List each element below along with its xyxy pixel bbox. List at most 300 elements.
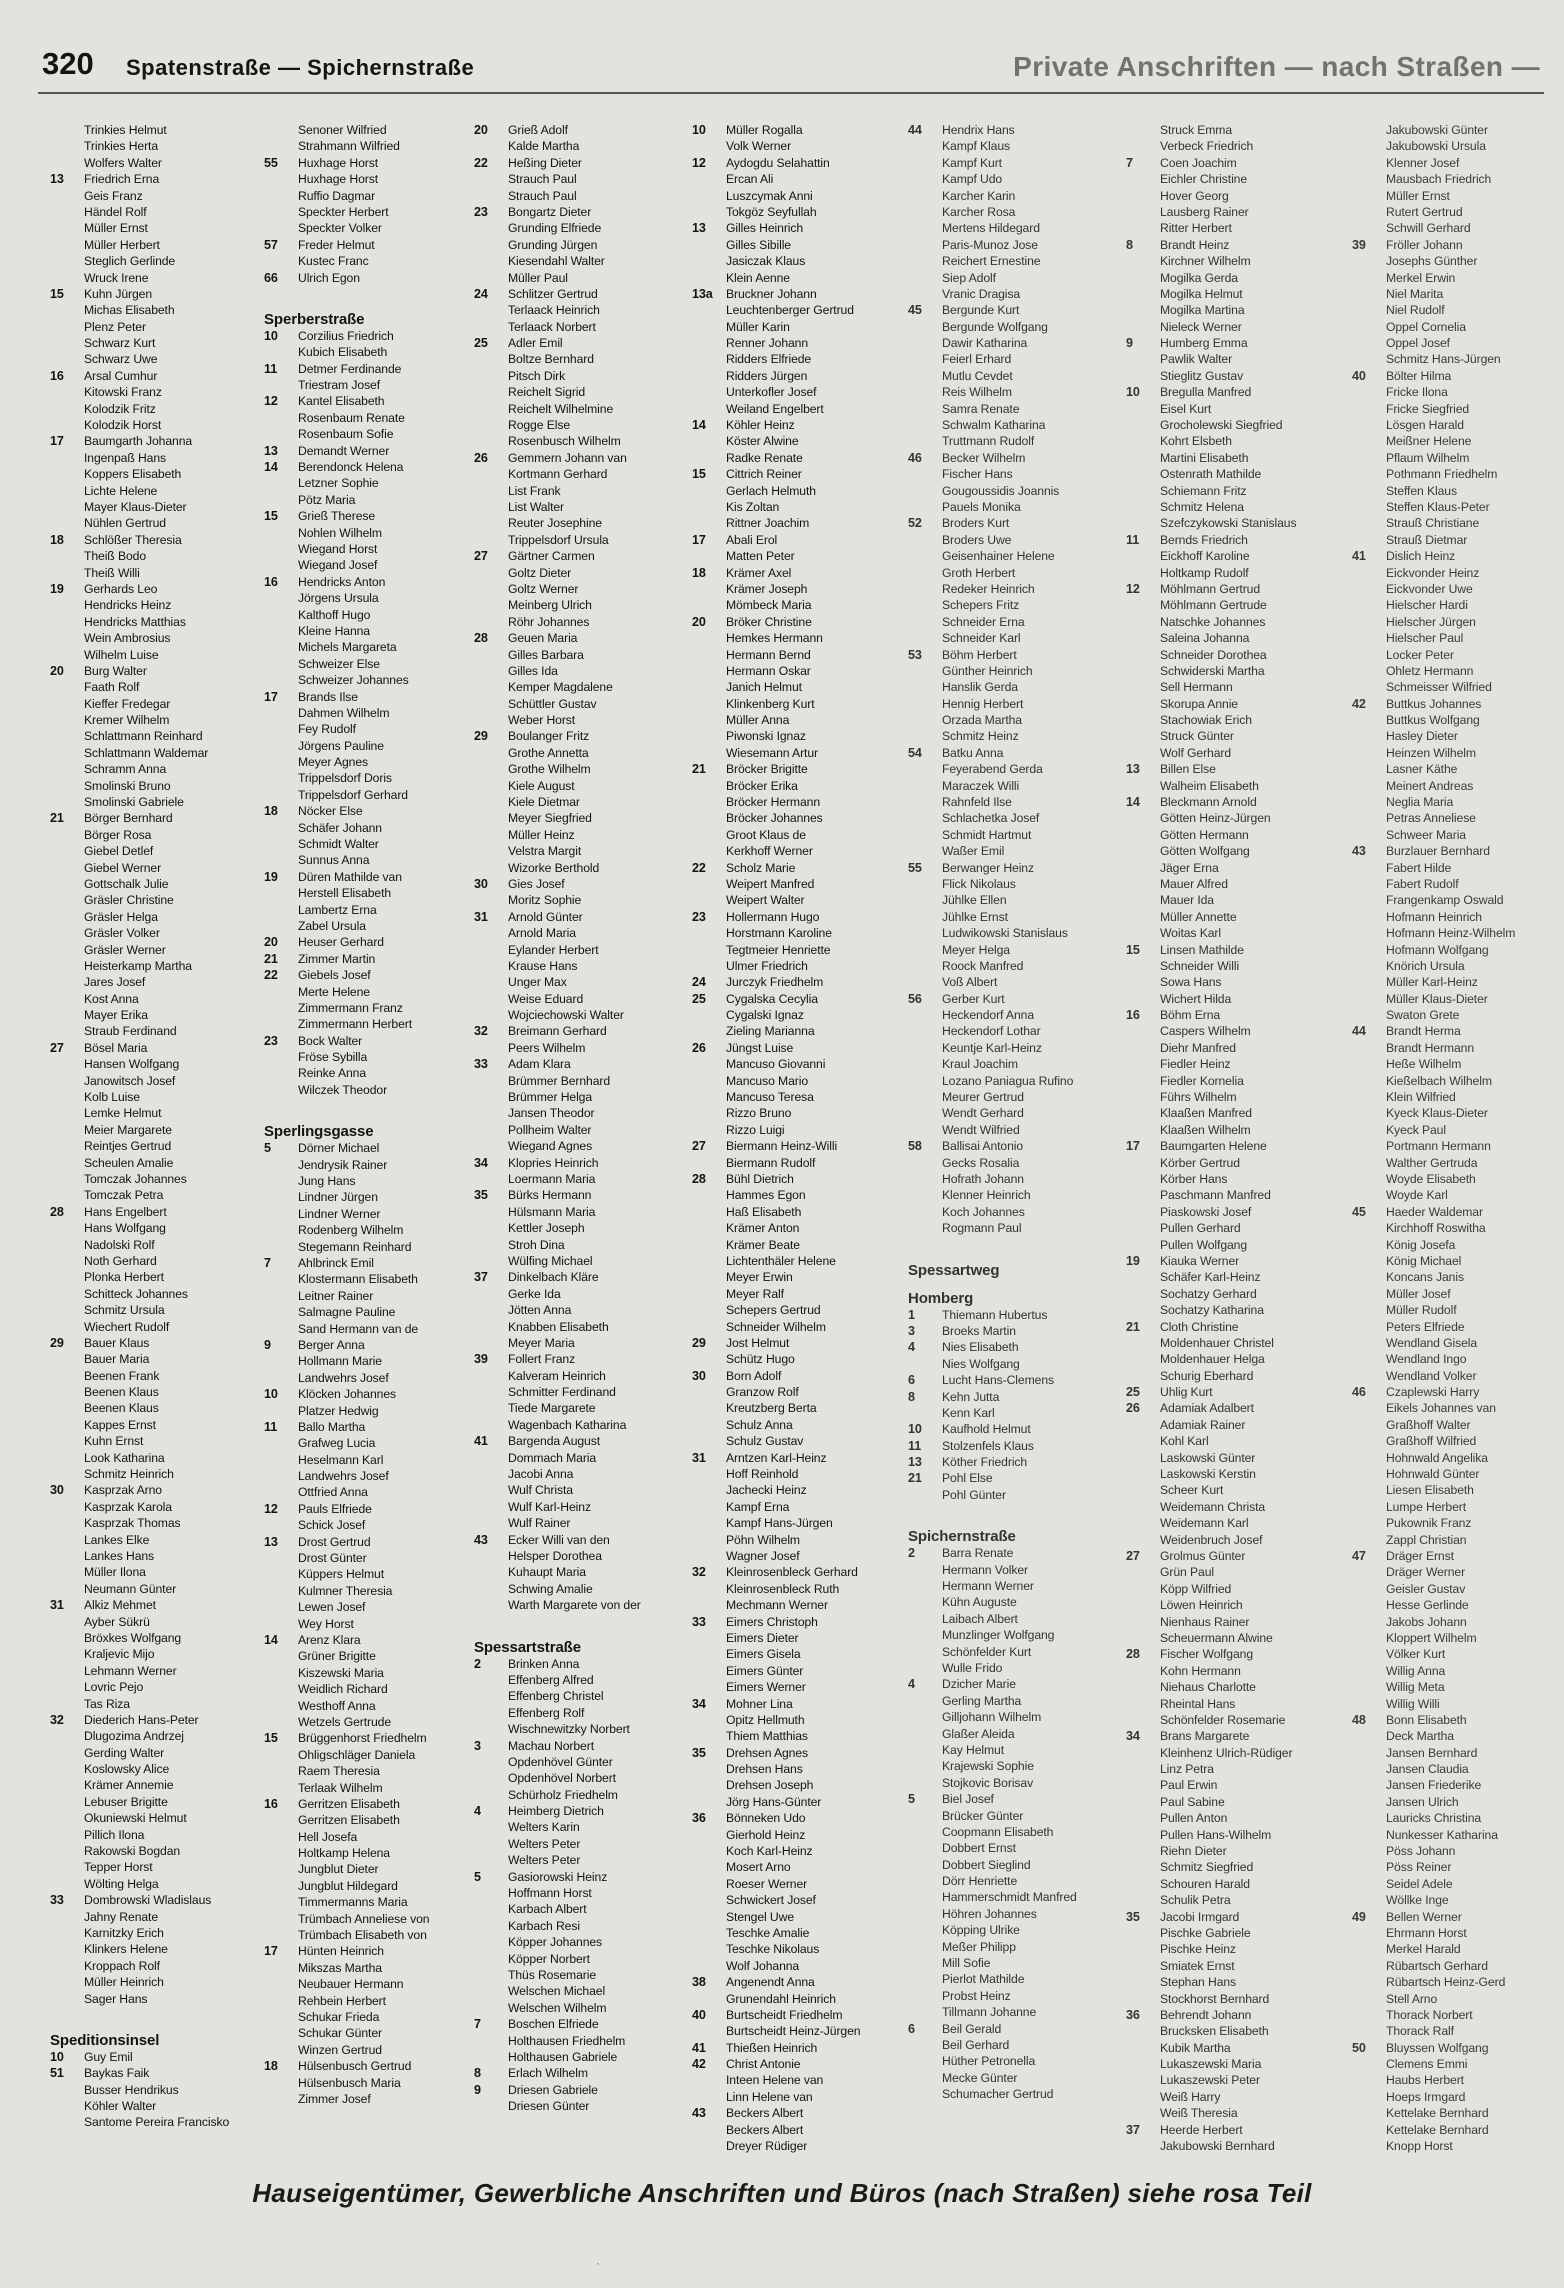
resident-entry xyxy=(264,967,476,983)
header-rule xyxy=(38,92,1544,94)
resident-name: Rehbein Herbert xyxy=(298,1993,386,2008)
resident-name: Möhlmann Gertrude xyxy=(1160,598,1267,613)
resident-name: Kraljevic Mijo xyxy=(84,1647,155,1662)
resident-name: Gerritzen Elisabeth xyxy=(298,1796,400,1811)
resident-name: Schäfer Karl-Heinz xyxy=(1160,1270,1261,1285)
resident-name: Schepers Fritz xyxy=(942,598,1020,613)
house-number: 14 xyxy=(1126,795,1140,810)
resident-name: Neubauer Hermann xyxy=(298,1977,404,1992)
resident-name: Merkel Harald xyxy=(1386,1942,1461,1957)
resident-entry xyxy=(474,1351,686,1367)
resident-entry xyxy=(692,1827,904,1843)
resident-name: Schiemann Fritz xyxy=(1160,483,1247,498)
resident-entry xyxy=(692,220,904,236)
resident-name: Raem Theresia xyxy=(298,1764,380,1779)
resident-entry xyxy=(264,1304,476,1320)
resident-entry xyxy=(50,1564,262,1580)
resident-name: Koslowsky Alice xyxy=(84,1762,170,1777)
resident-name: Wöllke Inge xyxy=(1386,1893,1449,1908)
resident-entry xyxy=(908,1906,1120,1922)
resident-name: Rahnfeld Ilse xyxy=(942,795,1012,810)
house-number: 28 xyxy=(50,1204,64,1219)
resident-name: Gilles Ida xyxy=(508,663,558,678)
resident-name: Gräsler Werner xyxy=(84,942,166,957)
spacer xyxy=(474,1614,686,1628)
resident-entry xyxy=(474,1705,686,1721)
resident-name: Roock Manfred xyxy=(942,958,1024,973)
resident-name: Czaplewski Harry xyxy=(1386,1385,1480,1400)
resident-entry xyxy=(1126,1237,1338,1253)
resident-name: Mogilka Helmut xyxy=(1160,286,1243,301)
resident-name: Pöhn Wilhelm xyxy=(726,1532,800,1547)
resident-name: Haeder Waldemar xyxy=(1386,1204,1483,1219)
resident-name: Cloth Christine xyxy=(1160,1319,1239,1334)
resident-entry xyxy=(50,155,262,171)
resident-entry xyxy=(264,1894,476,1910)
resident-name: Tiede Margarete xyxy=(508,1401,596,1416)
resident-entry xyxy=(264,1878,476,1894)
house-number: 16 xyxy=(50,368,64,383)
resident-entry xyxy=(908,286,1120,302)
resident-entry xyxy=(50,810,262,826)
resident-name: Saleina Johanna xyxy=(1160,631,1250,646)
house-number: 17 xyxy=(1126,1139,1140,1154)
resident-name: Rogge Else xyxy=(508,418,571,433)
resident-entry xyxy=(50,745,262,761)
resident-entry xyxy=(692,1548,904,1564)
resident-name: Thüs Rosemarie xyxy=(508,1967,597,1982)
resident-entry xyxy=(1352,581,1564,597)
house-number: 8 xyxy=(1126,237,1133,252)
resident-entry xyxy=(1126,1253,1338,1269)
resident-name: Weiland Engelbert xyxy=(726,401,824,416)
resident-name: Lichte Helene xyxy=(84,483,158,498)
resident-entry xyxy=(264,1714,476,1730)
resident-name: Löwen Heinrich xyxy=(1160,1598,1243,1613)
resident-entry xyxy=(264,1861,476,1877)
resident-entry xyxy=(1126,1564,1338,1580)
resident-name: Trippelsdorf Doris xyxy=(298,771,392,786)
house-number: 10 xyxy=(1126,385,1140,400)
resident-name: Jötten Anna xyxy=(508,1303,572,1318)
resident-entry xyxy=(50,368,262,384)
resident-entry xyxy=(1352,991,1564,1007)
resident-name: Kieffer Fredegar xyxy=(84,696,171,711)
resident-name: Jahny Renate xyxy=(84,1909,159,1924)
resident-name: Fiedler Kornelia xyxy=(1160,1073,1244,1088)
resident-name: Nienhaus Rainer xyxy=(1160,1614,1250,1629)
resident-name: Lehmann Werner xyxy=(84,1663,177,1678)
resident-entry xyxy=(474,1187,686,1203)
house-number: 15 xyxy=(50,286,64,301)
resident-entry xyxy=(692,1859,904,1875)
resident-entry xyxy=(264,508,476,524)
resident-name: Wiegand Josef xyxy=(298,558,378,573)
resident-entry xyxy=(264,1501,476,1517)
resident-name: Stieglitz Gustav xyxy=(1160,368,1244,383)
resident-entry xyxy=(1126,1679,1338,1695)
resident-name: Jansen Theodor xyxy=(508,1106,595,1121)
resident-name: Koppers Elisabeth xyxy=(84,467,182,482)
resident-entry xyxy=(1352,1384,1564,1400)
resident-entry xyxy=(908,565,1120,581)
house-number: 27 xyxy=(1126,1548,1140,1563)
resident-name: Rakowski Bogdan xyxy=(84,1844,181,1859)
resident-name: Müller Ernst xyxy=(84,221,148,236)
resident-entry xyxy=(1126,1302,1338,1318)
resident-name: Reinke Anna xyxy=(298,1066,367,1081)
resident-entry xyxy=(50,909,262,925)
resident-entry xyxy=(1352,1040,1564,1056)
resident-name: Kraul Joachim xyxy=(942,1057,1018,1072)
resident-name: Kettelake Bernhard xyxy=(1386,2106,1489,2121)
resident-name: Gilles Heinrich xyxy=(726,221,804,236)
resident-entry xyxy=(474,1056,686,1072)
resident-entry xyxy=(474,1302,686,1318)
resident-name: Helsper Dorothea xyxy=(508,1548,602,1563)
house-number: 9 xyxy=(474,2082,481,2097)
resident-entry xyxy=(1352,1597,1564,1613)
resident-name: Grolmus Günter xyxy=(1160,1548,1246,1563)
resident-entry xyxy=(692,696,904,712)
resident-name: Speckter Volker xyxy=(298,221,382,236)
resident-name: Steffen Klaus-Peter xyxy=(1386,499,1490,514)
resident-entry xyxy=(264,1000,476,1016)
resident-name: Grocholewski Siegfried xyxy=(1160,418,1283,433)
resident-name: Müller Ernst xyxy=(1386,188,1450,203)
resident-entry xyxy=(1352,1450,1564,1466)
resident-entry xyxy=(474,302,686,318)
resident-name: Hünten Heinrich xyxy=(298,1944,384,1959)
resident-name: Swaton Grete xyxy=(1386,1008,1460,1023)
resident-name: Mancuso Giovanni xyxy=(726,1057,826,1072)
resident-entry xyxy=(1352,1532,1564,1548)
resident-name: Pötz Maria xyxy=(298,492,356,507)
resident-name: Jacobi Irmgard xyxy=(1160,1909,1240,1924)
resident-entry xyxy=(264,270,476,286)
resident-name: Eimers Gisela xyxy=(726,1647,801,1662)
resident-name: Deck Martha xyxy=(1386,1729,1454,1744)
resident-entry xyxy=(908,1454,1120,1470)
resident-entry xyxy=(908,843,1120,859)
resident-name: Dombrowski Wladislaus xyxy=(84,1893,212,1908)
house-number: 36 xyxy=(1126,2007,1140,2022)
resident-name: Drost Gertrud xyxy=(298,1534,371,1549)
resident-entry xyxy=(474,1688,686,1704)
house-number: 9 xyxy=(264,1337,271,1352)
resident-name: Bauer Klaus xyxy=(84,1335,150,1350)
resident-name: Schlößer Theresia xyxy=(84,532,182,547)
resident-name: Dommach Maria xyxy=(508,1450,597,1465)
resident-entry xyxy=(1352,1400,1564,1416)
resident-entry xyxy=(50,843,262,859)
resident-name: Groot Klaus de xyxy=(726,827,806,842)
resident-name: Bürks Hermann xyxy=(508,1188,592,1203)
resident-entry xyxy=(50,1368,262,1384)
resident-name: Ulrich Egon xyxy=(298,270,360,285)
resident-name: Alkiz Mehmet xyxy=(84,1598,156,1613)
resident-entry xyxy=(474,1237,686,1253)
resident-entry xyxy=(1352,1958,1564,1974)
resident-entry xyxy=(1126,1728,1338,1744)
resident-entry xyxy=(908,827,1120,843)
resident-entry xyxy=(1352,663,1564,679)
resident-name: Pierlot Mathilde xyxy=(942,1972,1025,1987)
resident-entry xyxy=(50,1925,262,1941)
resident-entry xyxy=(50,614,262,630)
resident-name: Driesen Gabriele xyxy=(508,2082,598,2097)
resident-name: Triestram Josef xyxy=(298,378,381,393)
resident-name: Klein Aenne xyxy=(726,270,790,285)
resident-entry xyxy=(1352,1433,1564,1449)
resident-entry xyxy=(692,417,904,433)
resident-entry xyxy=(264,1082,476,1098)
resident-name: Niel Rudolf xyxy=(1386,303,1445,318)
resident-name: Detmer Ferdinande xyxy=(298,361,402,376)
resident-entry xyxy=(692,1991,904,2007)
resident-entry xyxy=(474,597,686,613)
resident-entry xyxy=(692,1122,904,1138)
resident-name: Hennig Herbert xyxy=(942,696,1024,711)
resident-entry xyxy=(1126,581,1338,597)
resident-name: Scheulen Amalie xyxy=(84,1155,174,1170)
resident-name: Heimberg Dietrich xyxy=(508,1804,604,1819)
resident-name: Keuntje Karl-Heinz xyxy=(942,1040,1042,1055)
column-5 xyxy=(908,122,1120,2103)
resident-entry xyxy=(474,1499,686,1515)
resident-entry xyxy=(50,286,262,302)
resident-name: Wendland Gisela xyxy=(1386,1335,1478,1350)
resident-entry xyxy=(692,728,904,744)
resident-entry xyxy=(474,663,686,679)
resident-name: Leitner Rainer xyxy=(298,1288,374,1303)
resident-entry xyxy=(1126,188,1338,204)
resident-entry xyxy=(50,1859,262,1875)
spacer xyxy=(264,1098,476,1112)
resident-entry xyxy=(50,1122,262,1138)
resident-name: Kleine Hanna xyxy=(298,623,370,638)
resident-entry xyxy=(908,2021,1120,2037)
resident-name: Mayer Erika xyxy=(84,1008,148,1023)
resident-entry xyxy=(1126,1187,1338,1203)
house-number: 4 xyxy=(474,1804,481,1819)
house-number: 11 xyxy=(264,1419,278,1434)
resident-name: Leuchtenberger Gertrud xyxy=(726,303,854,318)
resident-entry xyxy=(50,794,262,810)
resident-name: Kampf Klaus xyxy=(942,139,1010,154)
house-number: 43 xyxy=(692,2106,706,2121)
resident-name: Ludwikowski Stanislaus xyxy=(942,926,1068,941)
resident-entry xyxy=(50,860,262,876)
resident-entry xyxy=(908,1922,1120,1938)
resident-name: List Walter xyxy=(508,499,565,514)
resident-name: Hofmann Heinrich xyxy=(1386,909,1482,924)
resident-entry xyxy=(474,958,686,974)
resident-entry xyxy=(264,2075,476,2091)
resident-entry xyxy=(692,2072,904,2088)
resident-entry xyxy=(1126,810,1338,826)
resident-entry xyxy=(908,1840,1120,1856)
resident-entry xyxy=(1352,1876,1564,1892)
resident-name: Hell Josefa xyxy=(298,1829,358,1844)
house-number: 49 xyxy=(1352,1909,1366,1924)
resident-name: Gräsler Helga xyxy=(84,909,158,924)
resident-entry xyxy=(908,368,1120,384)
resident-entry xyxy=(1126,351,1338,367)
resident-entry xyxy=(264,361,476,377)
resident-name: Weiß Theresia xyxy=(1160,2106,1238,2121)
resident-name: Matten Peter xyxy=(726,549,795,564)
resident-name: Oppel Josef xyxy=(1386,336,1450,351)
resident-name: Kolb Luise xyxy=(84,1090,140,1105)
resident-name: Paris-Munoz Jose xyxy=(942,237,1038,252)
resident-entry xyxy=(1126,1827,1338,1843)
house-number: 53 xyxy=(908,647,922,662)
resident-name: Effenberg Rolf xyxy=(508,1705,585,1720)
resident-entry xyxy=(908,614,1120,630)
resident-entry xyxy=(474,1738,686,1754)
resident-entry xyxy=(264,1665,476,1681)
resident-name: Giebel Werner xyxy=(84,860,162,875)
resident-entry xyxy=(908,2053,1120,2069)
house-number: 10 xyxy=(908,1422,922,1437)
resident-name: Karcher Karin xyxy=(942,188,1016,203)
resident-entry xyxy=(908,1955,1120,1971)
resident-name: Kasprzak Karola xyxy=(84,1499,172,1514)
resident-name: Wojciechowski Walter xyxy=(508,1008,624,1023)
resident-entry xyxy=(50,663,262,679)
house-number: 17 xyxy=(264,689,278,704)
house-number: 17 xyxy=(692,532,706,547)
resident-name: Fricke Siegfried xyxy=(1386,401,1470,416)
resident-name: Weipert Manfred xyxy=(726,876,815,891)
resident-name: Christ Antonie xyxy=(726,2057,801,2072)
house-number: 29 xyxy=(474,729,488,744)
resident-entry xyxy=(1126,1023,1338,1039)
resident-name: Kampf Udo xyxy=(942,172,1003,187)
resident-name: Welters Peter xyxy=(508,1836,581,1851)
resident-name: Jühlke Ernst xyxy=(942,909,1008,924)
resident-entry xyxy=(692,925,904,941)
resident-entry xyxy=(50,253,262,269)
resident-name: Heße Wilhelm xyxy=(1386,1057,1462,1072)
resident-name: Pillich Ilona xyxy=(84,1827,145,1842)
resident-name: Meßer Philipp xyxy=(942,1939,1016,1954)
resident-name: Batku Anna xyxy=(942,745,1004,760)
resident-name: Hans Engelbert xyxy=(84,1204,167,1219)
resident-entry xyxy=(1126,1220,1338,1236)
resident-entry xyxy=(908,925,1120,941)
resident-name: Fabert Hilde xyxy=(1386,860,1452,875)
resident-entry xyxy=(264,1065,476,1081)
resident-name: Wendt Gerhard xyxy=(942,1106,1024,1121)
resident-entry xyxy=(264,1255,476,1271)
resident-entry xyxy=(1126,335,1338,351)
resident-name: Brinken Anna xyxy=(508,1656,580,1671)
resident-entry xyxy=(692,1089,904,1105)
resident-entry xyxy=(50,1515,262,1531)
resident-entry xyxy=(692,1253,904,1269)
resident-name: Boltze Bernhard xyxy=(508,352,594,367)
resident-name: Völker Kurt xyxy=(1386,1647,1446,1662)
resident-name: Wagner Josef xyxy=(726,1548,800,1563)
resident-name: Willig Meta xyxy=(1386,1680,1445,1695)
resident-name: Heuser Gerhard xyxy=(298,935,384,950)
resident-entry xyxy=(1352,1745,1564,1761)
resident-name: Baykas Faik xyxy=(84,2066,150,2081)
resident-name: Eimers Dieter xyxy=(726,1630,799,1645)
resident-entry xyxy=(50,138,262,154)
house-number: 35 xyxy=(1126,1909,1140,1924)
resident-entry xyxy=(1352,1171,1564,1187)
resident-name: Krajewski Sophie xyxy=(942,1759,1034,1774)
house-number: 16 xyxy=(264,1796,278,1811)
resident-name: Ohligschläger Daniela xyxy=(298,1747,416,1762)
resident-entry xyxy=(474,138,686,154)
resident-entry xyxy=(264,188,476,204)
resident-name: Sell Hermann xyxy=(1160,680,1233,695)
resident-entry xyxy=(50,319,262,335)
resident-entry xyxy=(692,483,904,499)
resident-name: Plonka Herbert xyxy=(84,1270,164,1285)
resident-name: Jansen Bernhard xyxy=(1386,1745,1478,1760)
resident-name: Zimmer Martin xyxy=(298,951,376,966)
resident-entry xyxy=(908,1138,1120,1154)
resident-entry xyxy=(1126,1417,1338,1433)
spacer xyxy=(908,1237,1120,1251)
resident-name: Dräger Ernst xyxy=(1386,1548,1454,1563)
resident-name: Jörgens Ursula xyxy=(298,591,379,606)
resident-name: Lösgen Harald xyxy=(1386,418,1464,433)
resident-name: Klinkenberg Kurt xyxy=(726,696,815,711)
resident-name: Szefczykowski Stanislaus xyxy=(1160,516,1297,531)
resident-entry xyxy=(908,188,1120,204)
resident-name: Köther Friedrich xyxy=(942,1455,1028,1470)
resident-name: Dislich Heinz xyxy=(1386,549,1456,564)
resident-name: Jüngst Luise xyxy=(726,1040,794,1055)
resident-entry xyxy=(264,902,476,918)
resident-entry xyxy=(50,696,262,712)
resident-entry xyxy=(474,1220,686,1236)
resident-entry xyxy=(1126,1351,1338,1367)
resident-name: Schneider Wilhelm xyxy=(726,1319,826,1334)
resident-entry xyxy=(1352,1564,1564,1580)
house-number: 9 xyxy=(1126,336,1133,351)
resident-entry xyxy=(908,647,1120,663)
resident-entry xyxy=(908,712,1120,728)
resident-name: Götten Hermann xyxy=(1160,827,1249,842)
resident-entry xyxy=(1352,2105,1564,2121)
resident-entry xyxy=(692,1745,904,1761)
resident-entry xyxy=(1352,2056,1564,2072)
resident-name: Diehr Manfred xyxy=(1160,1040,1236,1055)
resident-name: Schumacher Gertrud xyxy=(942,2087,1054,2102)
resident-entry xyxy=(1126,876,1338,892)
resident-name: Machau Norbert xyxy=(508,1738,594,1753)
resident-name: Niehaus Charlotte xyxy=(1160,1680,1256,1695)
resident-entry xyxy=(1126,483,1338,499)
house-number: 13 xyxy=(1126,762,1140,777)
resident-entry xyxy=(474,1204,686,1220)
resident-entry xyxy=(692,1630,904,1646)
resident-entry xyxy=(908,1356,1120,1372)
resident-name: Hohnwald Angelika xyxy=(1386,1450,1488,1465)
resident-entry xyxy=(50,1958,262,1974)
resident-name: Klostermann Elisabeth xyxy=(298,1272,418,1287)
resident-name: Kis Zoltan xyxy=(726,499,780,514)
resident-name: Kolodzik Horst xyxy=(84,418,162,433)
resident-name: Diederich Hans-Peter xyxy=(84,1712,199,1727)
